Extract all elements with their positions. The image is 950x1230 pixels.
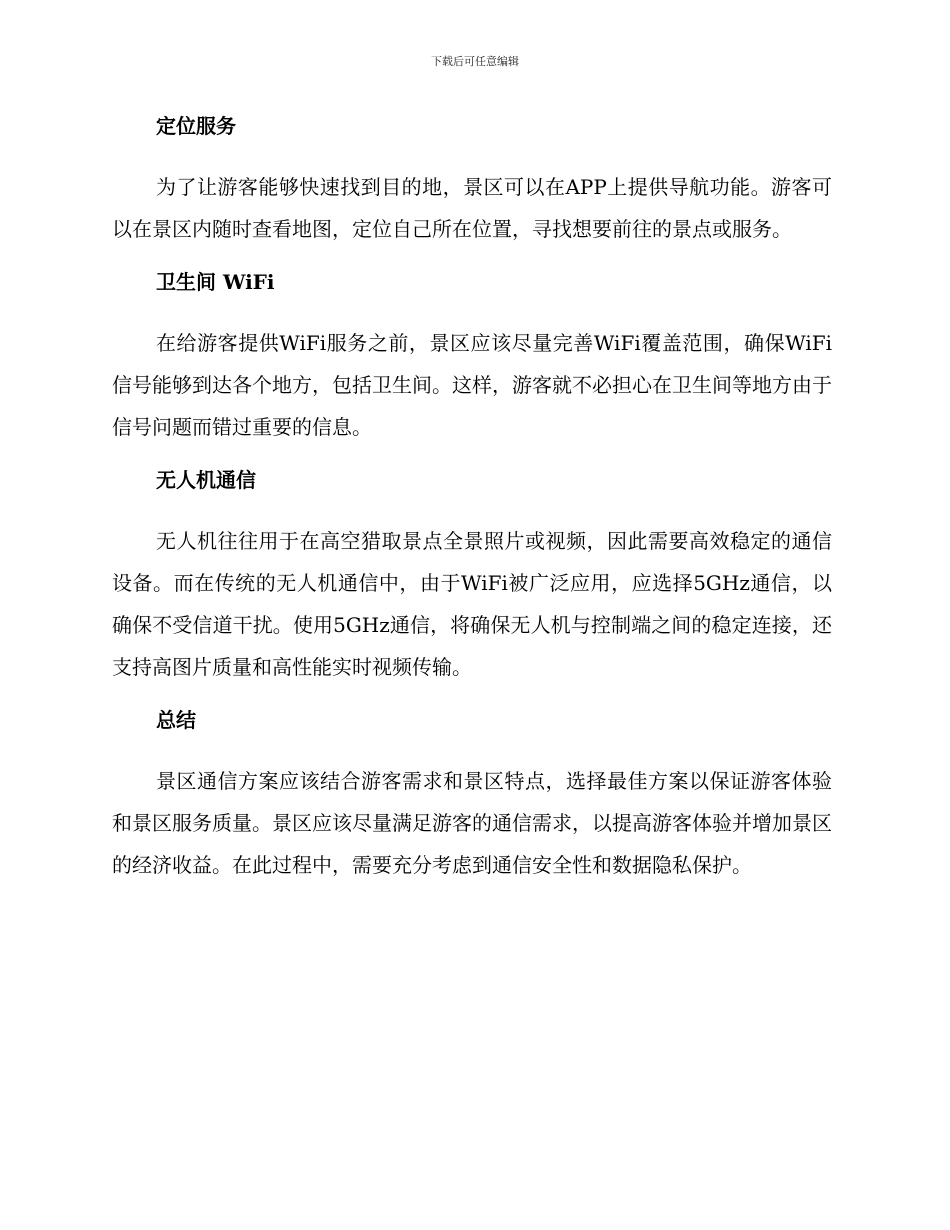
section-paragraph-restroom-wifi: 在给游客提供WiFi服务之前，景区应该尽量完善WiFi覆盖范围，确保WiFi信号能够到达各个地方，包括卫生间。这样，游客就不必担心在卫生间等地方由于信号问题而错过重要的信息。 bbox=[112, 331, 832, 439]
page-header: 下载后可任意编辑 bbox=[431, 55, 519, 68]
section-paragraph-positioning: 为了让游客能够快速找到目的地，景区可以在APP上提供导航功能。游客可以在景区内随时查看地图，定位自己所在位置，寻找想要前往的景点或服务。 bbox=[112, 175, 832, 241]
section-heading-summary: 总结 bbox=[156, 708, 196, 732]
document-body bbox=[112, 110, 832, 886]
section-paragraph-summary: 景区通信方案应该结合游客需求和景区特点，选择最佳方案以保证游客体验和景区服务质量。景区应该尽量满足游客的通信需求，以提高游客体验并增加景区的经济收益。在此过程中，需要充分考虑到通信安全性和数据隐私保护。 bbox=[112, 769, 832, 877]
section-paragraph-drone-communication: 无人机往往用于在高空猎取景点全景照片或视频，因此需要高效稳定的通信设备。而在传统的无人机通信中，由于WiFi被广泛应用，应选择5GHz通信，以确保不受信道干扰。使用5GHz通信，将确保无人机与控制端之间的稳定连接，还支持高图片质量和高性能实时视频传输。 bbox=[112, 529, 832, 679]
section-heading-restroom-wifi: 卫生间 WiFi bbox=[156, 270, 275, 294]
section-heading-positioning: 定位服务 bbox=[156, 114, 236, 138]
section-heading-drone-communication: 无人机通信 bbox=[156, 468, 256, 492]
